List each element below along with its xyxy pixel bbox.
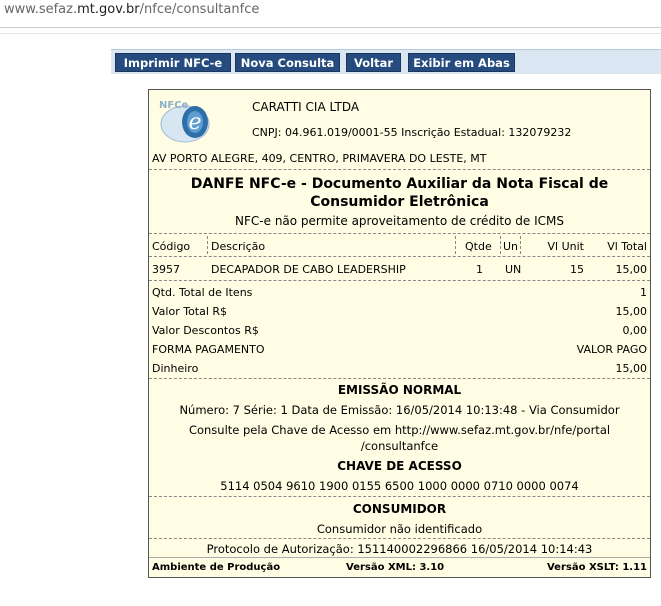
access-key-value: 5114 0504 9610 1900 0155 6500 1000 0000 0710 0000 0074 [220, 479, 579, 493]
col-header-unit: Un [503, 240, 519, 253]
item-code: 3957 [152, 263, 180, 276]
col-header-description: Descrição [211, 240, 266, 253]
divider [149, 557, 650, 558]
item-total: 15,00 [615, 263, 647, 276]
address-bar[interactable] [0, 0, 661, 22]
divider [149, 538, 650, 539]
company-ids: CNPJ: 04.961.019/0001-55 Inscrição Estadual: 132079232 [252, 126, 572, 139]
divider [149, 378, 650, 379]
print-nfce-button[interactable]: Imprimir NFC-e [115, 53, 231, 72]
xslt-version-label: Versão XSLT: 1.11 [546, 562, 647, 573]
col-header-code: Código [152, 240, 191, 253]
total-value-value: 15,00 [615, 305, 647, 318]
payment-method-label: FORMA PAGAMENTO [152, 343, 265, 356]
url-prefix: www.sefaz. [4, 2, 78, 17]
item-unit: UN [505, 263, 522, 276]
divider [149, 280, 650, 281]
consult-line-2: /consultanfce [360, 439, 439, 453]
col-divider [500, 236, 501, 254]
divider [149, 169, 650, 170]
divider [149, 496, 650, 497]
authorization-protocol: Protocolo de Autorização: 151140002296866 16/05/2014 10:14:43 [206, 542, 593, 556]
svg-text:e: e [188, 110, 202, 135]
total-items-value: 1 [640, 286, 647, 299]
company-address: AV PORTO ALEGRE, 409, CENTRO, PRIMAVERA DO LESTE, MT [152, 152, 487, 165]
divider [149, 256, 650, 257]
xml-version-label: Versão XML: 3.10 [346, 562, 445, 573]
emission-heading: EMISSÃO NORMAL [337, 383, 462, 397]
document-subtitle: NFC-e não permite aproveitamento de crédito de ICMS [235, 214, 564, 228]
col-divider [455, 236, 456, 254]
cash-label: Dinheiro [152, 362, 199, 375]
nfce-logo-icon [155, 96, 221, 146]
col-divider [520, 236, 521, 254]
discount-label: Valor Descontos R$ [152, 324, 259, 337]
col-header-qty: Qtde [465, 240, 492, 253]
total-items-label: Qtd. Total de Itens [152, 286, 253, 299]
item-unit-price: 15 [570, 263, 584, 276]
access-key-heading: CHAVE DE ACESSO [337, 459, 462, 473]
svg-text:NFCe: NFCe [159, 100, 189, 111]
consumer-heading: CONSUMIDOR [352, 502, 447, 516]
url-domain: mt.gov.br [77, 2, 140, 17]
action-toolbar [111, 49, 661, 74]
new-query-button[interactable]: Nova Consulta [235, 53, 340, 72]
divider [149, 233, 650, 234]
document-title-line1: DANFE NFC-e - Documento Auxiliar da Nota Fiscal de [190, 176, 609, 192]
cash-value: 15,00 [615, 362, 647, 375]
toolbar-separator [0, 27, 661, 28]
consumer-value: Consumidor não identificado [316, 522, 483, 536]
total-value-label: Valor Total R$ [152, 305, 228, 318]
col-header-total: Vl Total [607, 240, 647, 253]
show-in-tabs-button[interactable]: Exibir em Abas [408, 53, 515, 72]
emission-number-line: Número: 7 Série: 1 Data de Emissão: 16/05/2014 10:13:48 - Via Consumidor [179, 403, 620, 417]
environment-label: Ambiente de Produção [152, 562, 281, 573]
back-button[interactable]: Voltar [346, 53, 401, 72]
paid-value-label: VALOR PAGO [576, 343, 647, 356]
danfe-document [148, 89, 651, 578]
document-title-line2: Consumidor Eletrônica [310, 194, 489, 210]
discount-value: 0,00 [622, 324, 647, 337]
item-qty: 1 [476, 263, 483, 276]
company-name: CARATTI CIA LTDA [252, 100, 360, 114]
toolbar-separator-light [0, 33, 661, 34]
col-header-unit-price: Vl Unit [547, 240, 584, 253]
item-description: DECAPADOR DE CABO LEADERSHIP [211, 263, 406, 276]
col-divider [207, 236, 208, 254]
url-path: /nfce/consultanfce [139, 2, 260, 17]
consult-line-1: Consulte pela Chave de Acesso em http://www.sefaz.mt.gov.br/nfe/portal [188, 423, 611, 437]
